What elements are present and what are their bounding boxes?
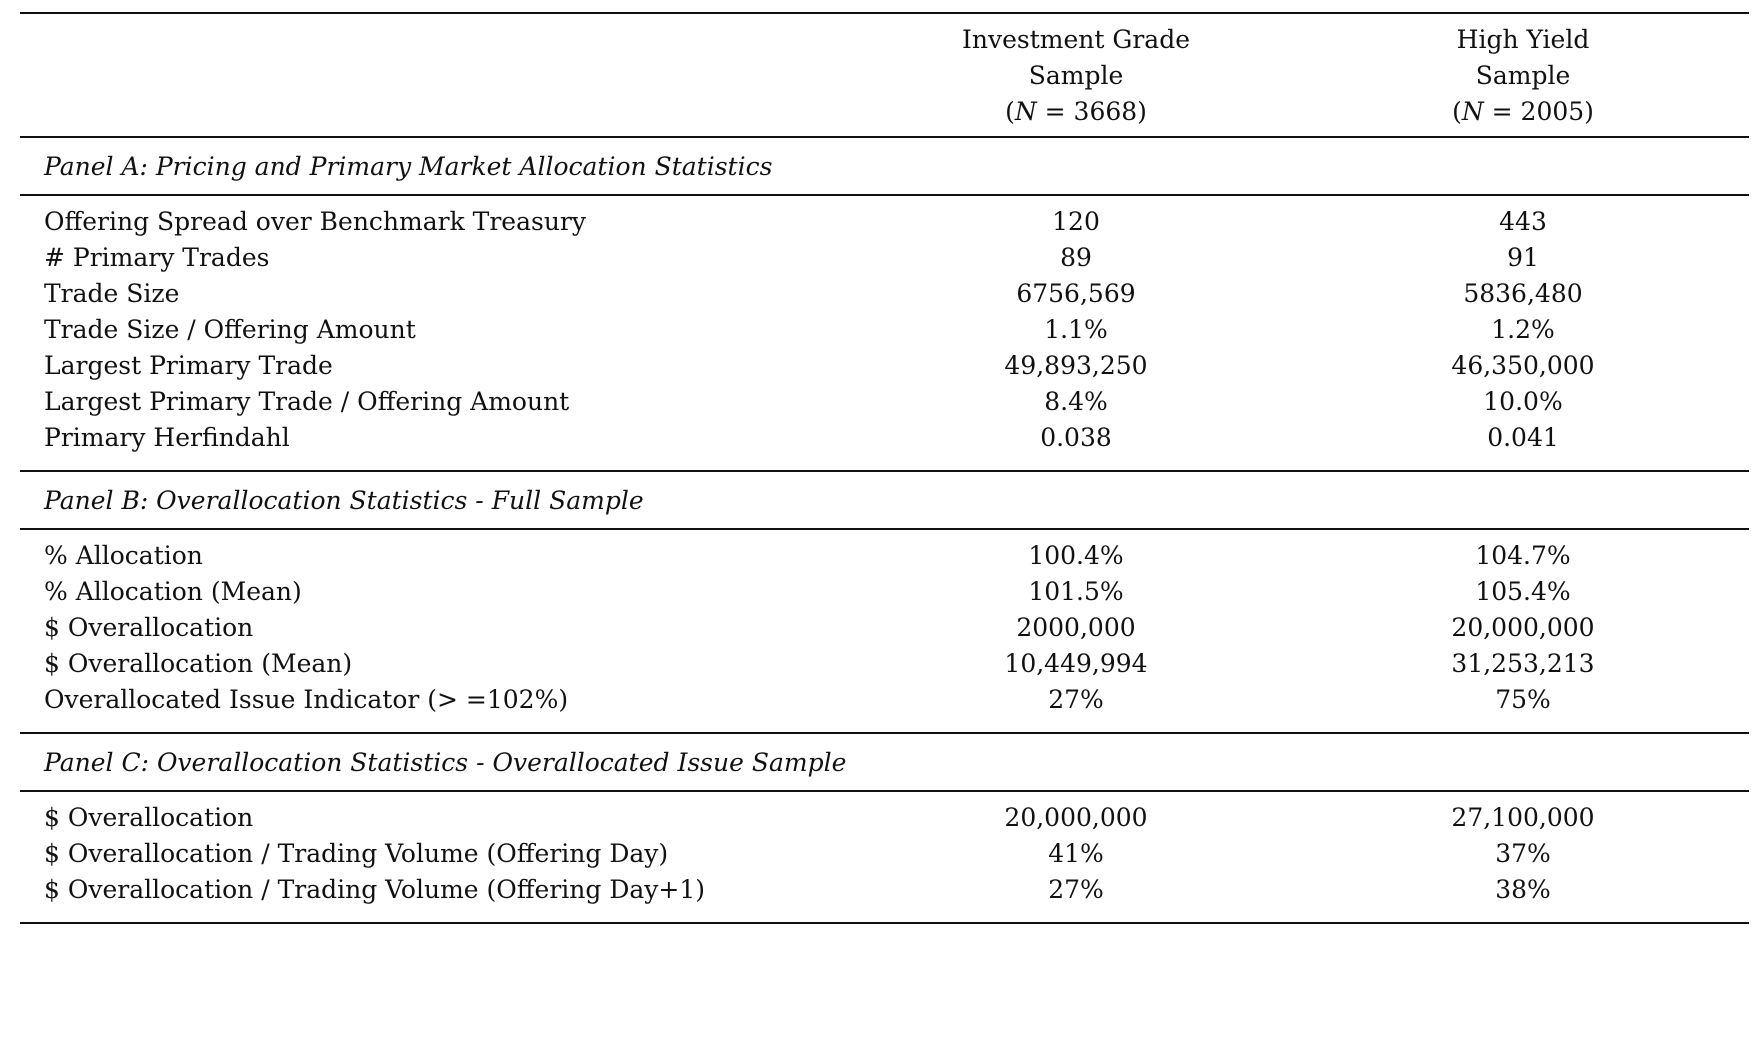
investment-grade-value: 27%: [1048, 875, 1104, 904]
row-label: $ Overallocation (Mean): [44, 649, 353, 678]
investment-grade-value: 0.038: [1040, 423, 1112, 452]
header-hy-line1: High Yield: [1456, 25, 1590, 54]
panel-title-row: [20, 472, 1749, 529]
investment-grade-value: 27%: [1048, 685, 1104, 714]
high-yield-value: 38%: [1495, 875, 1551, 904]
high-yield-value: 5836,480: [1463, 279, 1583, 308]
panel-title-row: [20, 138, 1749, 195]
row-label: Largest Primary Trade / Offering Amount: [44, 387, 570, 416]
bottom-rule: [20, 923, 1749, 924]
row-label: % Allocation: [44, 541, 203, 570]
table-row: [20, 682, 1749, 718]
high-yield-value: 31,253,213: [1451, 649, 1595, 678]
header-hy-n: (N = 2005): [1452, 97, 1594, 126]
table-row: [20, 420, 1749, 456]
row-label: $ Overallocation: [44, 803, 254, 832]
table-row: [20, 384, 1749, 420]
header-hy-line2: Sample: [1475, 61, 1571, 90]
table-row: [20, 312, 1749, 348]
table-row: [20, 240, 1749, 276]
investment-grade-value: 120: [1052, 207, 1100, 236]
spacer: [20, 908, 1749, 923]
high-yield-value: 10.0%: [1483, 387, 1563, 416]
row-label: Largest Primary Trade: [44, 351, 333, 380]
spacer: [20, 456, 1749, 471]
header-ig-n: (N = 3668): [1005, 97, 1147, 126]
investment-grade-value: 100.4%: [1028, 541, 1124, 570]
investment-grade-value: 10,449,994: [1004, 649, 1148, 678]
statistics-table: [20, 12, 1749, 924]
header-ig-line1: Investment Grade: [962, 25, 1190, 54]
investment-grade-value: 49,893,250: [1004, 351, 1148, 380]
header-ig-line2: Sample: [1028, 61, 1124, 90]
investment-grade-value: 89: [1060, 243, 1092, 272]
row-label: Primary Herfindahl: [44, 423, 290, 452]
panel-title-row: [20, 734, 1749, 791]
high-yield-value: 104.7%: [1475, 541, 1571, 570]
panel-title: Panel C: Overallocation Statistics - Overallocated Issue Sample: [44, 747, 847, 777]
high-yield-value: 91: [1507, 243, 1539, 272]
investment-grade-value: 6756,569: [1016, 279, 1136, 308]
spacer: [20, 792, 1749, 800]
high-yield-value: 37%: [1495, 839, 1551, 868]
table-row: [20, 872, 1749, 908]
table-row: [20, 800, 1749, 836]
row-label: Offering Spread over Benchmark Treasury: [44, 207, 587, 236]
high-yield-value: 105.4%: [1475, 577, 1571, 606]
high-yield-value: 1.2%: [1491, 315, 1555, 344]
row-label: Trade Size / Offering Amount: [44, 315, 416, 344]
table-row: [20, 610, 1749, 646]
row-label: Trade Size: [44, 279, 180, 308]
row-label: Overallocated Issue Indicator (> =102%): [44, 685, 569, 714]
table-body: [20, 13, 1749, 924]
high-yield-value: 46,350,000: [1451, 351, 1595, 380]
investment-grade-value: 2000,000: [1016, 613, 1136, 642]
header-empty-cell: [20, 14, 855, 137]
high-yield-value: 27,100,000: [1451, 803, 1595, 832]
header-row: [20, 14, 1749, 137]
row-label: $ Overallocation / Trading Volume (Offering Day+1): [44, 875, 705, 904]
high-yield-value: 75%: [1495, 685, 1551, 714]
table-row: [20, 646, 1749, 682]
row-label: $ Overallocation: [44, 613, 254, 642]
investment-grade-value: 20,000,000: [1004, 803, 1148, 832]
table-row: [20, 204, 1749, 240]
high-yield-value: 443: [1499, 207, 1547, 236]
header-high-yield: [1297, 14, 1749, 137]
table-row: [20, 538, 1749, 574]
table-row: [20, 836, 1749, 872]
table-row: [20, 348, 1749, 384]
high-yield-value: 0.041: [1487, 423, 1559, 452]
investment-grade-value: 8.4%: [1044, 387, 1108, 416]
row-label: $ Overallocation / Trading Volume (Offering Day): [44, 839, 669, 868]
spacer: [20, 196, 1749, 204]
panel-title: Panel B: Overallocation Statistics - Full Sample: [44, 485, 644, 515]
table-row: [20, 574, 1749, 610]
high-yield-value: 20,000,000: [1451, 613, 1595, 642]
header-investment-grade: [855, 14, 1297, 137]
panel-title: Panel A: Pricing and Primary Market Allocation Statistics: [44, 151, 773, 181]
investment-grade-value: 1.1%: [1044, 315, 1108, 344]
investment-grade-value: 41%: [1048, 839, 1104, 868]
spacer: [20, 718, 1749, 733]
table-row: [20, 276, 1749, 312]
investment-grade-value: 101.5%: [1028, 577, 1124, 606]
row-label: % Allocation (Mean): [44, 577, 302, 606]
row-label: # Primary Trades: [44, 243, 270, 272]
spacer: [20, 530, 1749, 538]
